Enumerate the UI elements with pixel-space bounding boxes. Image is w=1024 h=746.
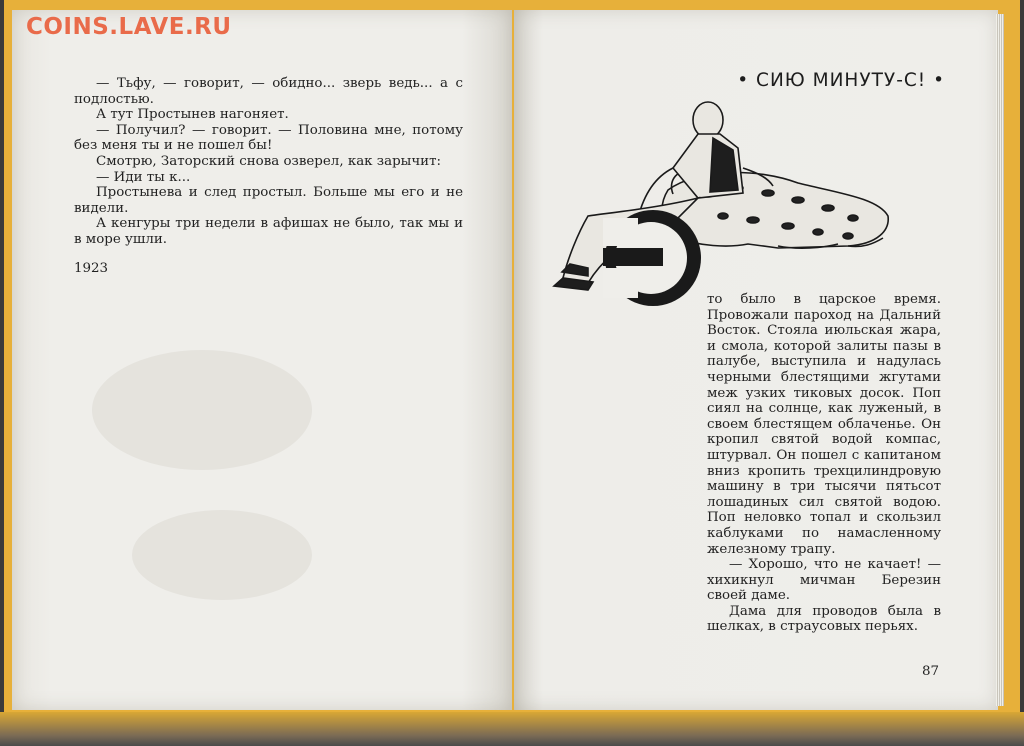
drop-cap-letter [603, 210, 701, 306]
paragraph: А кенгуры три недели в афишах не было, так мы и в море ушли. [74, 216, 463, 247]
cover-bottom-edge [0, 712, 1024, 746]
page-number: 87 [922, 664, 940, 679]
paragraph: Простынева и след простыл. Больше мы его и не видели. [74, 185, 463, 216]
paragraph: — Тьфу, — говорит, — обидно... зверь ведь... а с подлостью. [74, 76, 463, 107]
paragraph: Дама для проводов была в шелках, в страусовых перьях. [707, 603, 941, 635]
paragraph: — Иди ты к... [96, 169, 191, 185]
left-page-text [74, 76, 463, 248]
watermark: COINS.LAVE.RU [26, 14, 232, 40]
paragraph: А тут Простынев нагоняет. [96, 107, 289, 123]
paragraph: — Хорошо, что не качает! — хихикнул мичман Березин своей даме. [707, 557, 941, 604]
year-label: 1923 [74, 261, 109, 276]
page-stain [92, 350, 312, 470]
page-stain [132, 510, 312, 600]
page-edges [996, 14, 1004, 706]
chapter-title: • СИЮ МИНУТУ-С! • [737, 70, 945, 91]
chapter-illustration [548, 98, 894, 308]
paragraph: — Получил? — говорит. — Половина мне, потому без меня ты и не пошел бы! [74, 122, 463, 154]
paragraph: то было в царское время. Провожали пароход на Дальний Восток. Стояла июльская жара, и смола, которой залиты пазы в палубе, выступила и надулась черными блестящими жгутами меж узких тиковых досок. Поп сиял на солнце, как луженый, в своем блестящем облаченье. Он кропил святой водой компас, штурвал. Он пошел с капитаном вниз кропить трехцилиндровую машину в три тысячи пятьсот лошадиных сил святой водою. Поп неловко топал и скользил каблуками по намасленному железному трапу. [707, 292, 941, 557]
right-page-text [707, 292, 941, 635]
paragraph: Смотрю, Заторский снова озверел, как зарычит: [96, 153, 442, 169]
